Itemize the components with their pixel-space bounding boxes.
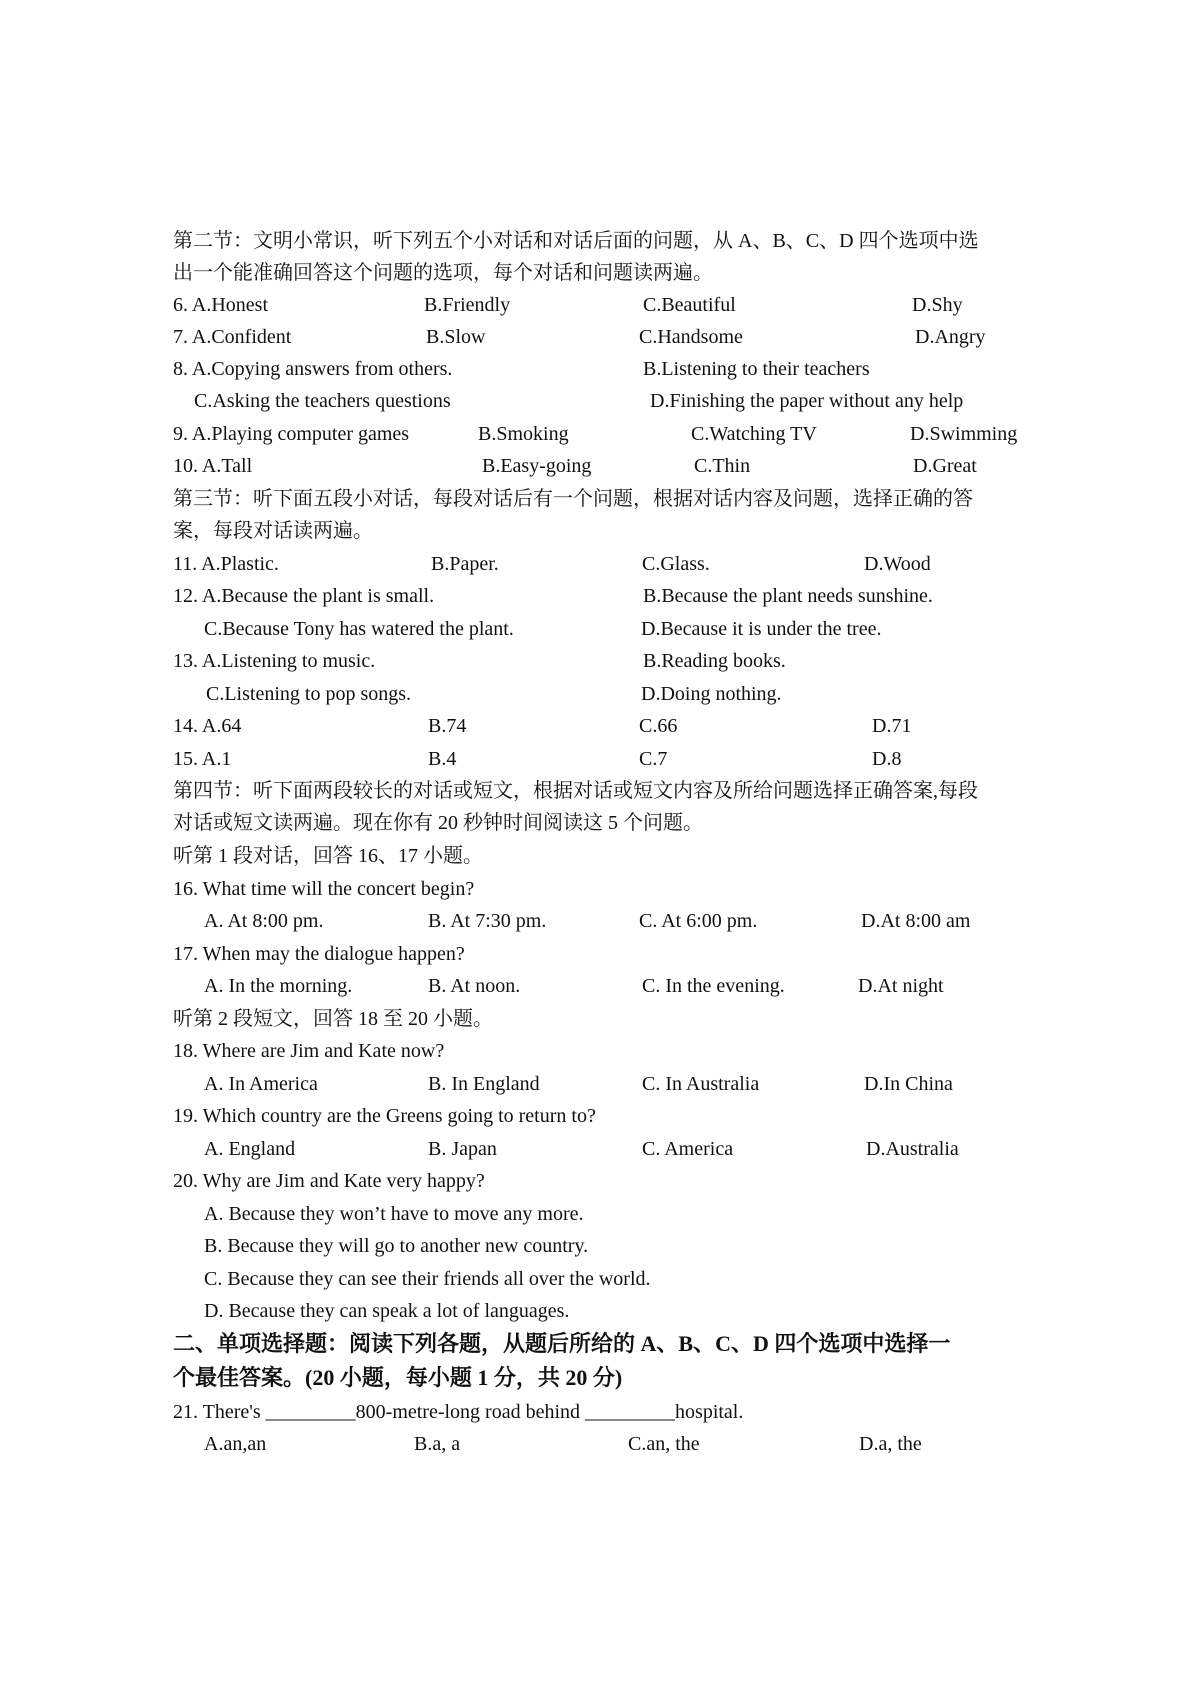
q19-option-c: C. America	[642, 1138, 734, 1160]
q7-option-b: B.Slow	[426, 326, 486, 348]
q9-option-b: B.Smoking	[478, 423, 569, 445]
q17-option-a: A. In the morning.	[204, 975, 353, 997]
part-2-instruction: 听第 2 段短文，回答 18 至 20 小题。	[173, 1008, 493, 1030]
q21-stem: 21. There's _________800-metre-long road behind _________hospital.	[173, 1401, 744, 1423]
q21-option-d: D.a, the	[859, 1433, 922, 1455]
q14-option-c: C.66	[639, 715, 678, 737]
q18-option-c: C. In Australia	[642, 1073, 760, 1095]
q13-option-b: B.Reading books.	[643, 650, 786, 672]
q11-option-c: C.Glass.	[642, 553, 710, 575]
q10-option-a: 10. A.Tall	[173, 455, 253, 477]
part-1-instruction: 听第 1 段对话，回答 16、17 小题。	[173, 845, 483, 867]
section-3-intro-cont: 案，每段对话读两遍。	[173, 520, 373, 542]
q17-option-d: D.At night	[858, 975, 944, 997]
q10-option-b: B.Easy-going	[482, 455, 592, 477]
q15-option-b: B.4	[428, 748, 457, 770]
q12-option-b: B.Because the plant needs sunshine.	[643, 585, 933, 607]
q19-option-a: A. England	[204, 1138, 296, 1160]
q16-option-d: D.At 8:00 am	[861, 910, 971, 932]
q20-option-a: A. Because they won’t have to move any more.	[204, 1203, 584, 1225]
q18-stem: 18. Where are Jim and Kate now?	[173, 1040, 445, 1062]
section-3-intro: 第三节：听下面五段小对话，每段对话后有一个问题，根据对话内容及问题，选择正确的答	[173, 488, 973, 510]
q21-option-b: B.a, a	[414, 1433, 461, 1455]
q17-stem: 17. When may the dialogue happen?	[173, 943, 465, 965]
part-2-title: 二、单项选择题：阅读下列各题，从题后所给的 A、B、C、D 四个选项中选择一	[173, 1331, 951, 1356]
section-4-intro: 第四节：听下面两段较长的对话或短文，根据对话或短文内容及所给问题选择正确答案,每段	[173, 780, 978, 802]
q15-option-a: 15. A.1	[173, 748, 232, 770]
q8-option-a: 8. A.Copying answers from others.	[173, 358, 453, 380]
q21-option-c: C.an, the	[628, 1433, 700, 1455]
q13-option-c: C.Listening to pop songs.	[206, 683, 412, 705]
q20-option-d: D. Because they can speak a lot of languages.	[204, 1300, 570, 1322]
q16-stem: 16. What time will the concert begin?	[173, 878, 475, 900]
q19-option-b: B. Japan	[428, 1138, 497, 1160]
q10-option-d: D.Great	[913, 455, 977, 477]
q14-option-a: 14. A.64	[173, 715, 242, 737]
q8-option-d: D.Finishing the paper without any help	[650, 390, 964, 412]
section-2-intro-cont: 出一个能准确回答这个问题的选项，每个对话和问题读两遍。	[173, 262, 713, 284]
q9-option-a: 9. A.Playing computer games	[173, 423, 410, 445]
q21-option-a: A.an,an	[204, 1433, 267, 1455]
q15-option-d: D.8	[872, 748, 902, 770]
q7-option-a: 7. A.Confident	[173, 326, 292, 348]
q19-stem: 19. Which country are the Greens going to return to?	[173, 1105, 596, 1127]
q13-option-d: D.Doing nothing.	[641, 683, 782, 705]
q17-option-c: C. In the evening.	[642, 975, 785, 997]
q18-option-b: B. In England	[428, 1073, 540, 1095]
q16-option-b: B. At 7:30 pm.	[428, 910, 547, 932]
q9-option-d: D.Swimming	[910, 423, 1018, 445]
q9-option-c: C.Watching TV	[691, 423, 817, 445]
section-2-intro: 第二节：文明小常识，听下列五个小对话和对话后面的问题，从 A、B、C、D 四个选项中选	[173, 230, 979, 252]
q8-option-b: B.Listening to their teachers	[643, 358, 870, 380]
q11-option-a: 11. A.Plastic.	[173, 553, 279, 575]
q6-option-d: D.Shy	[912, 294, 963, 316]
q18-option-d: D.In China	[864, 1073, 953, 1095]
q20-option-c: C. Because they can see their friends all over the world.	[204, 1268, 651, 1290]
q8-option-c: C.Asking the teachers questions	[194, 390, 451, 412]
q6-option-c: C.Beautiful	[643, 294, 736, 316]
q6-option-b: B.Friendly	[424, 294, 511, 316]
q19-option-d: D.Australia	[866, 1138, 959, 1160]
q16-option-c: C. At 6:00 pm.	[639, 910, 758, 932]
q12-option-c: C.Because Tony has watered the plant.	[204, 618, 514, 640]
part-2-title-cont: 个最佳答案。(20 小题，每小题 1 分，共 20 分)	[173, 1365, 623, 1390]
q13-option-a: 13. A.Listening to music.	[173, 650, 376, 672]
q14-option-b: B.74	[428, 715, 467, 737]
q7-option-c: C.Handsome	[639, 326, 743, 348]
q11-option-d: D.Wood	[864, 553, 931, 575]
q12-option-d: D.Because it is under the tree.	[641, 618, 882, 640]
q18-option-a: A. In America	[204, 1073, 318, 1095]
q14-option-d: D.71	[872, 715, 912, 737]
q20-option-b: B. Because they will go to another new country.	[204, 1235, 589, 1257]
q15-option-c: C.7	[639, 748, 668, 770]
section-4-intro-cont: 对话或短文读两遍。现在你有 20 秒钟时间阅读这 5 个问题。	[173, 812, 703, 834]
q11-option-b: B.Paper.	[431, 553, 499, 575]
q17-option-b: B. At noon.	[428, 975, 521, 997]
q10-option-c: C.Thin	[694, 455, 751, 477]
q16-option-a: A. At 8:00 pm.	[204, 910, 324, 932]
q7-option-d: D.Angry	[915, 326, 986, 348]
q12-option-a: 12. A.Because the plant is small.	[173, 585, 435, 607]
q20-stem: 20. Why are Jim and Kate very happy?	[173, 1170, 485, 1192]
q6-option-a: 6. A.Honest	[173, 294, 268, 316]
